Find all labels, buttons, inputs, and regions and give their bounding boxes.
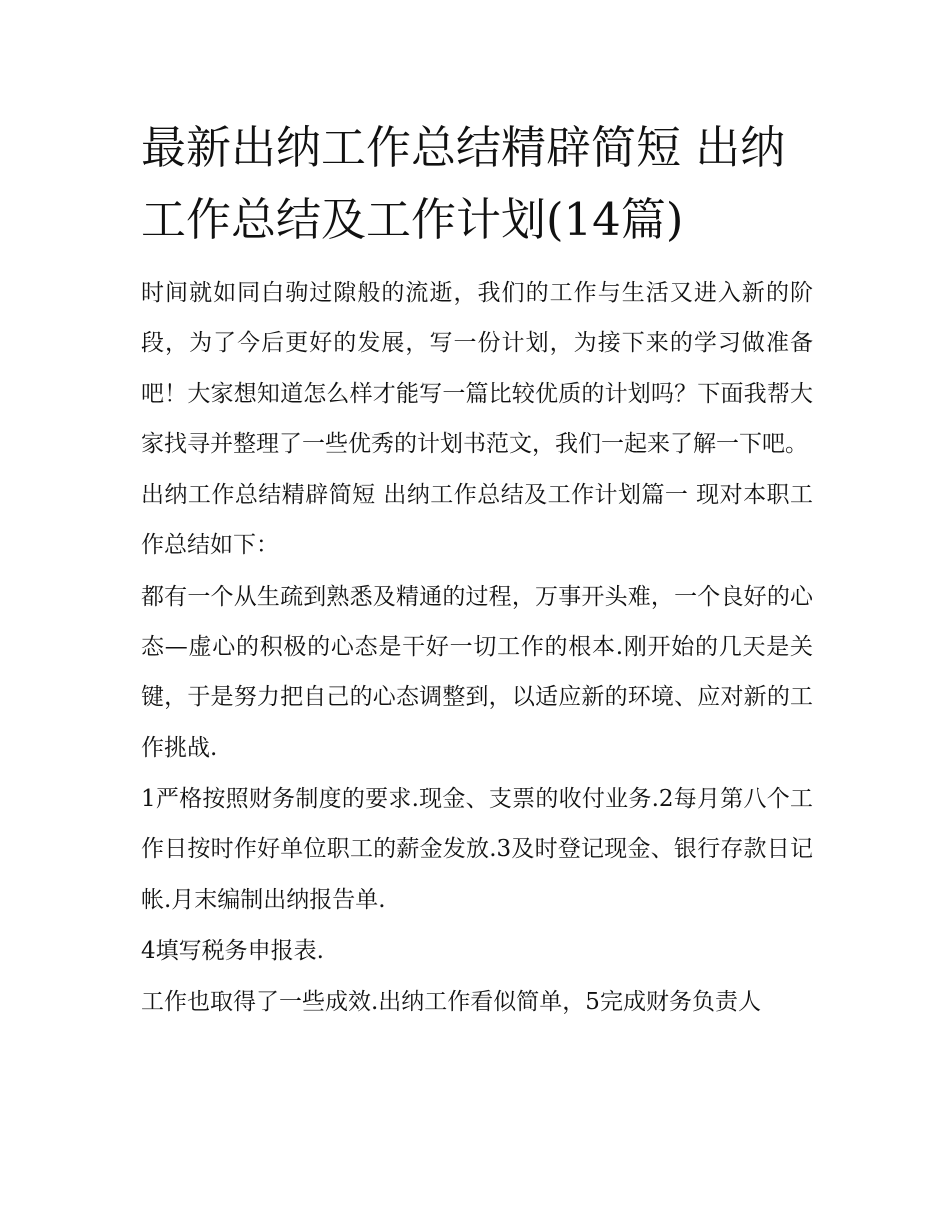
paragraph-section-heading: 出纳工作总结精辟简短 出纳工作总结及工作计划篇一 现对本职工作总结如下：: [141, 482, 813, 559]
paragraph-duties-1-3: 1严格按照财务制度的要求.现金、支票的收付业务.2每月第八个工作日按时作好单位职工的薪金发放.3及时登记现金、银行存款日记帐.月末编制出纳报告单.: [141, 785, 813, 913]
document-page: [141, 112, 813, 1028]
paragraph-duty-4: 4填写税务申报表.: [141, 937, 324, 964]
paragraph-results: 工作也取得了一些成效.出纳工作看似简单，5完成财务负责人: [141, 989, 761, 1016]
paragraph-intro: 时间就如同白驹过隙般的流逝，我们的工作与生活又进入新的阶段，为了今后更好的发展，写一份计划，为接下来的学习做准备吧！大家想知道怎么样才能写一篇比较优质的计划吗？下面我帮大家找寻并整理了一些优秀的计划书范文，我们一起来了解一下吧。: [141, 280, 813, 457]
document-title: 最新出纳工作总结精辟简短 出纳工作总结及工作计划(14篇): [141, 121, 786, 246]
paragraph-attitude: 都有一个从生疏到熟悉及精通的过程，万事开头难，一个良好的心态—虚心的积极的心态是干好一切工作的根本.刚开始的几天是关键，于是努力把自己的心态调整到，以适应新的环境、应对新的工作挑战.: [141, 583, 813, 761]
